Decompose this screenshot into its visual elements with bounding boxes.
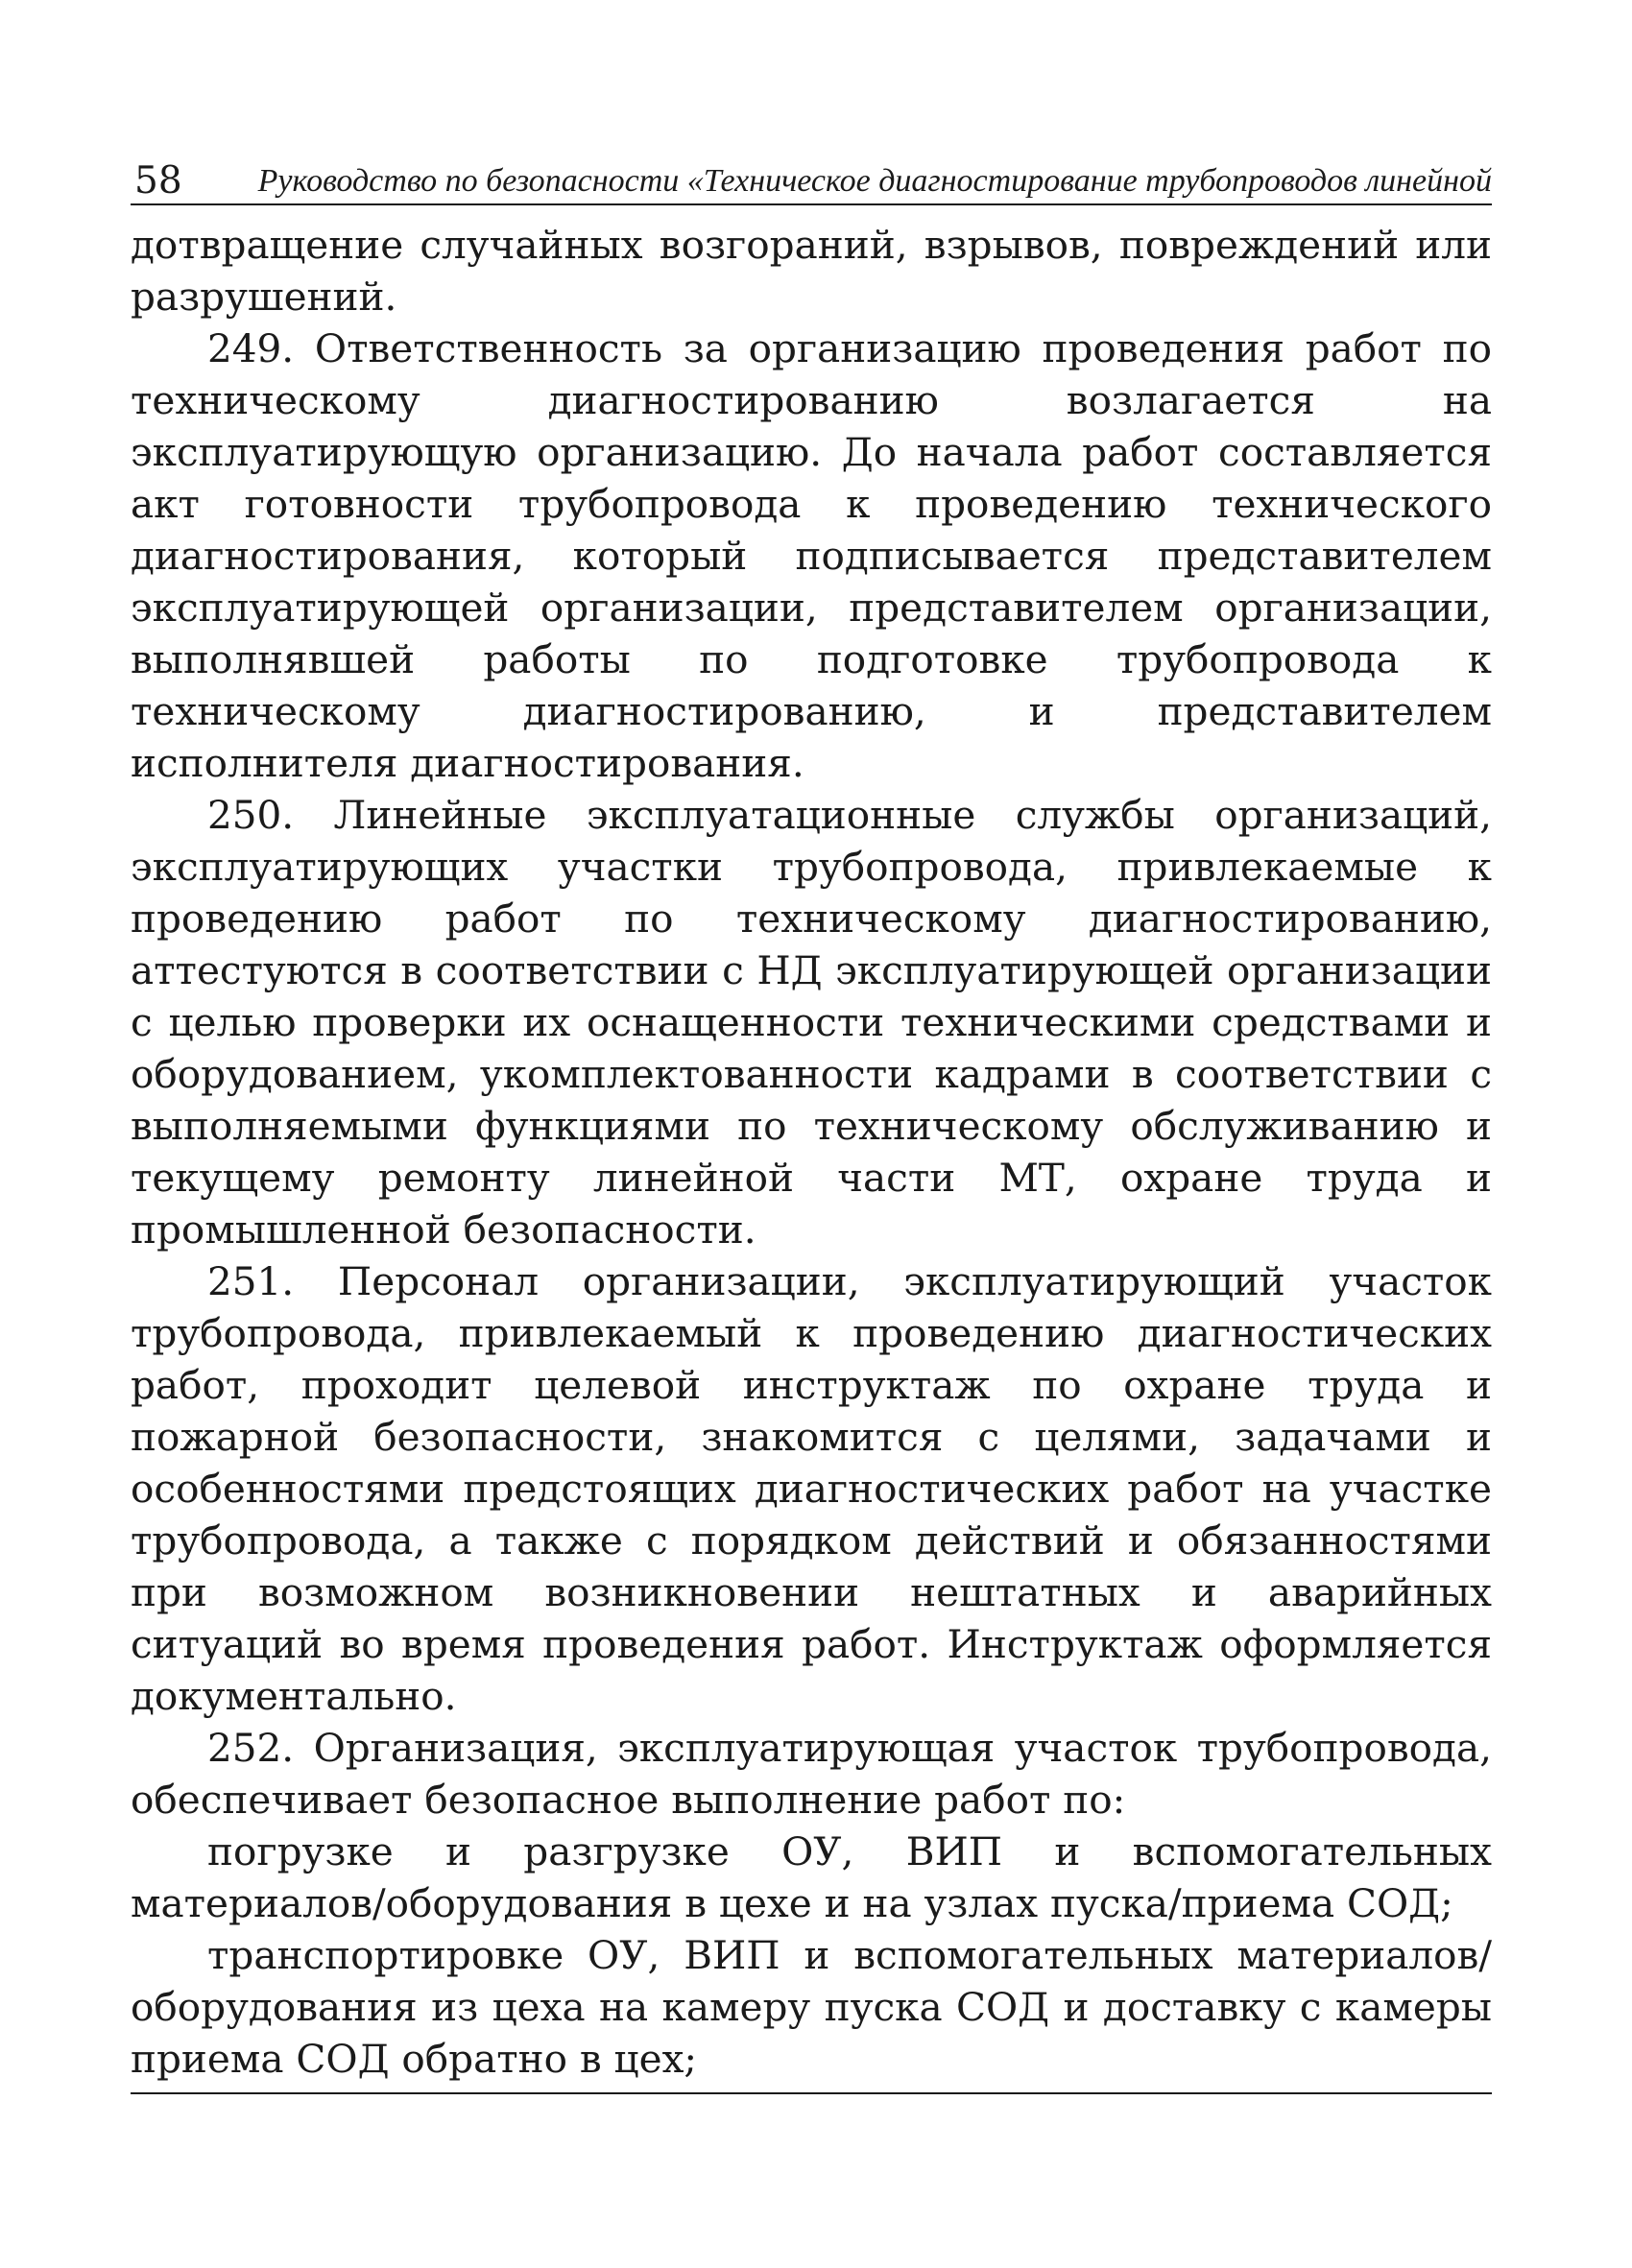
- document-page: [131, 144, 1492, 2085]
- paragraph-250: 250. Линейные эксплуатационные службы организаций, эксплуатирующих участки трубопровода, привлекаемые к проведению работ по техническому диагностированию, аттестуются в соответствии с НД эксплуатирующей организации с целью проверки их оснащенности техническими средствами и оборудованием, укомплектованности кадрами в соответствии с выполняемыми функциями по техническому обслуживанию и текущему ремонту линейной части МТ, охране труда и промышленной безопасности.: [131, 792, 1492, 1253]
- body-text: [131, 219, 1492, 2085]
- paragraph-249: 249. Ответственность за организацию проведения работ по техническому диагностированию возлагается на эксплуатирующую организацию. До начала работ составляется акт готовности трубопровода к проведению технического диагностирования, который подписывается представителем эксплуатирующей организации, представителем организации, выполнявшей работы по подготовке трубопровода к техническому диагностированию, и представителем исполнителя диагностирования.: [131, 325, 1492, 786]
- paragraph-252: 252. Организация, эксплуатирующая участок трубопровода, обеспечивает безопасное выполнение работ по:: [131, 1725, 1492, 1823]
- running-title: Руководство по безопасности «Техническое диагностирование трубопроводов линейной: [257, 163, 1492, 199]
- running-header: [131, 144, 1492, 205]
- bottom-divider: [131, 2092, 1492, 2094]
- paragraph-continuation: дотвращение случайных возгораний, взрывов, повреждений или разрушений.: [131, 222, 1492, 320]
- list-item-loading: погрузке и разгрузке ОУ, ВИП и вспомогательных материалов/оборудования в цехе и на узлах пуска/приема СОД;: [131, 1828, 1492, 1926]
- page-number: 58: [134, 159, 182, 203]
- list-item-transport: транспортировке ОУ, ВИП и вспомогательных материалов/оборудования из цеха на камеру пуска СОД и доставку с камеры приема СОД обратно в цех;: [131, 1932, 1492, 2082]
- paragraph-251: 251. Персонал организации, эксплуатирующий участок трубопровода, привлекаемый к проведению диагностических работ, проходит целевой инструктаж по охране труда и пожарной безопасности, знакомится с целями, задачами и особенностями предстоящих диагностических работ на участке трубопровода, а также с порядком действий и обязанностями при возможном возникновении нештатных и аварийных ситуаций во время проведения работ. Инструктаж оформляется документально.: [131, 1258, 1492, 1719]
